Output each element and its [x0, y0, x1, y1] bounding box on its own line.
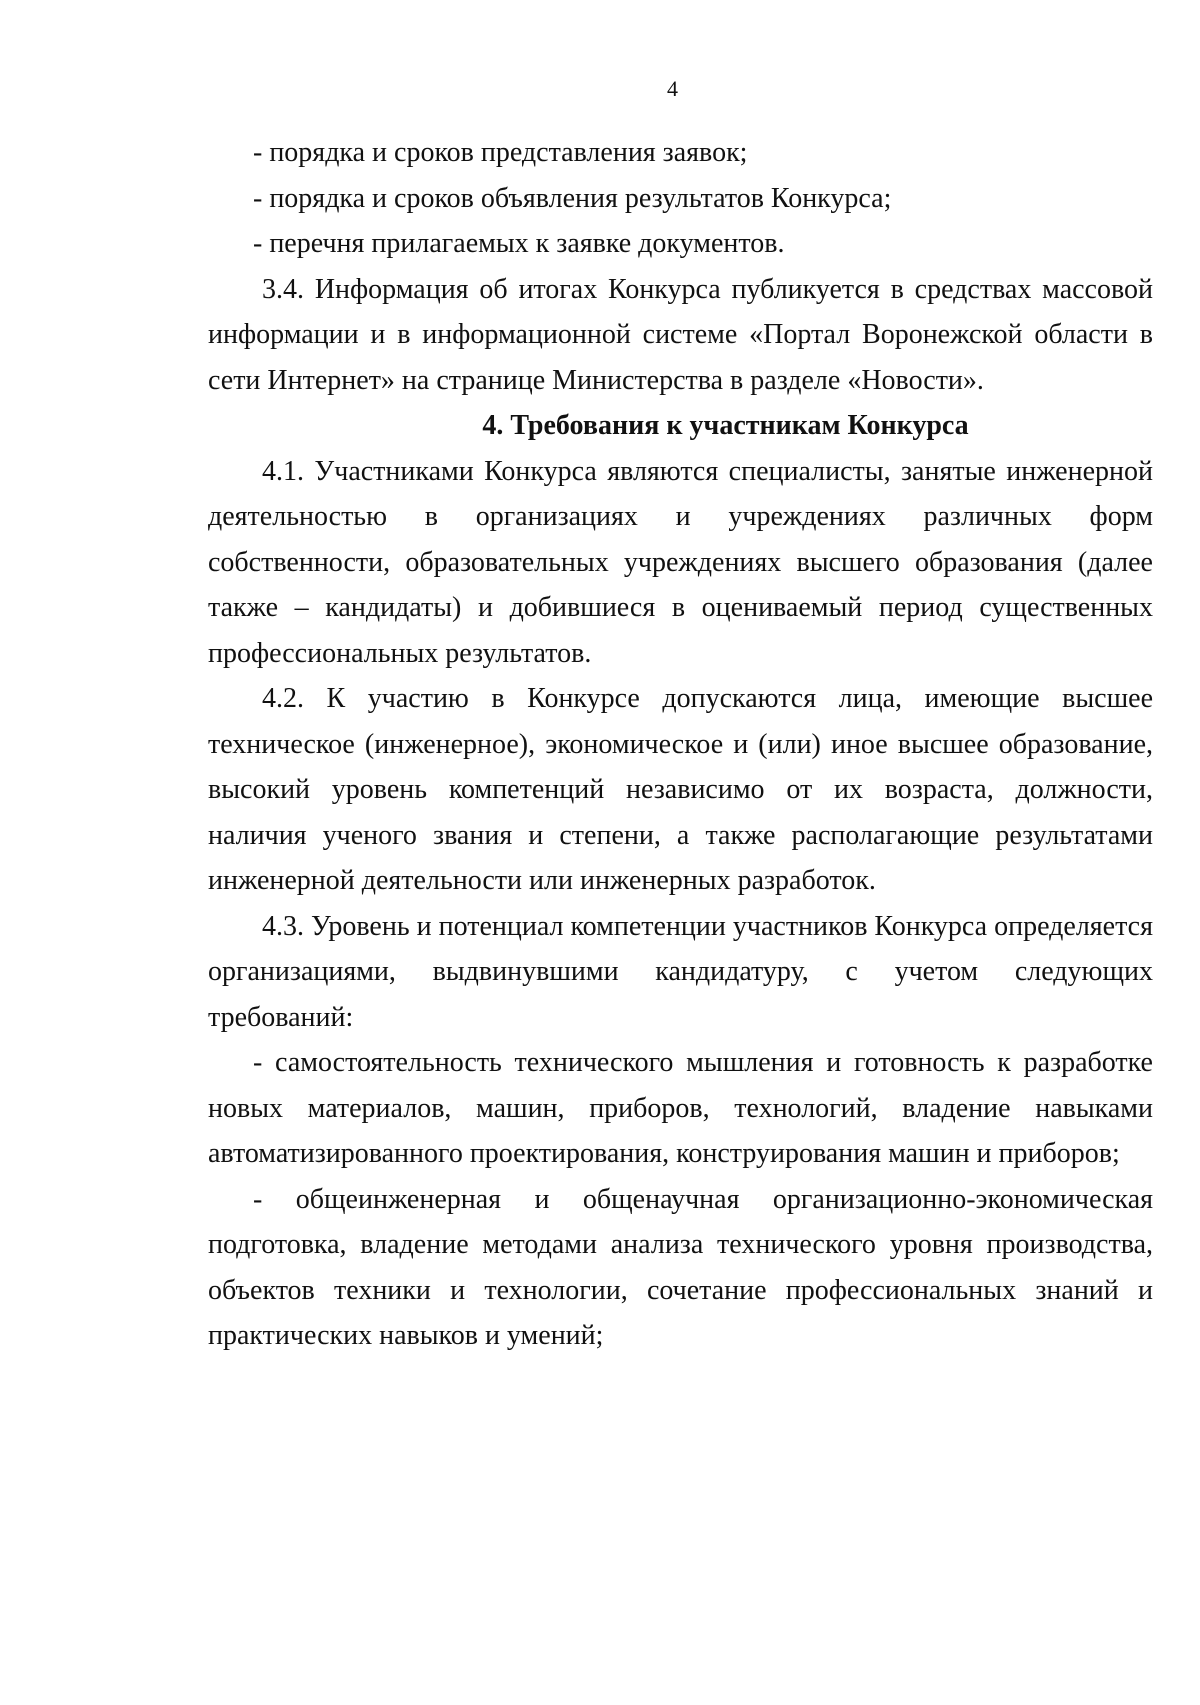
section-heading: 4. Требования к участникам Конкурса — [482, 410, 969, 441]
list-item: - перечня прилагаемых к заявке документов. — [253, 228, 785, 259]
list-item: - порядка и сроков представления заявок; — [253, 137, 748, 168]
list-item: - порядка и сроков объявления результатов Конкурса; — [253, 182, 892, 214]
list-item: - самостоятельность технического мышления и готовность к разработке новых материалов, машин, приборов, технологий, владение навыками автоматизированного проектирования, конструирования машин и приборов; — [208, 1047, 1153, 1169]
page-number: 4 — [667, 76, 678, 101]
paragraph-4-3: 4.3. Уровень и потенциал компетенции участников Конкурса определяется организациями, выдвинувшими кандидатуру, с учетом следующих требований: — [208, 910, 1153, 1033]
paragraph-3-4: 3.4. Информация об итогах Конкурса публикуется в средствах массовой информации и в информационной системе «Портал Воронежской области в сети Интернет» на странице Министерства в разделе «Новости». — [208, 273, 1153, 396]
paragraph-4-2: 4.2. К участию в Конкурсе допускаются лица, имеющие высшее техническое (инженерное), экономическое и (или) иное высшее образование, высокий уровень компетенций независимо от их возраста, должности, наличия ученого звания и степени, а также располагающие результатами инженерной деятельности или инженерных разработок. — [208, 683, 1153, 896]
document-body — [208, 130, 1153, 1359]
list-item: - общеинженерная и общенаучная организационно-экономическая подготовка, владение методами анализа технического уровня производства, объектов техники и технологии, сочетание профессиональных знаний и практических навыков и умений; — [208, 1183, 1153, 1351]
paragraph-4-1: 4.1. Участниками Конкурса являются специалисты, занятые инженерной деятельностью в организациях и учреждениях различных форм собственности, образовательных учреждениях высшего образования (далее также – кандидаты) и добившиеся в оцениваемый период существенных профессиональных результатов. — [208, 455, 1153, 669]
